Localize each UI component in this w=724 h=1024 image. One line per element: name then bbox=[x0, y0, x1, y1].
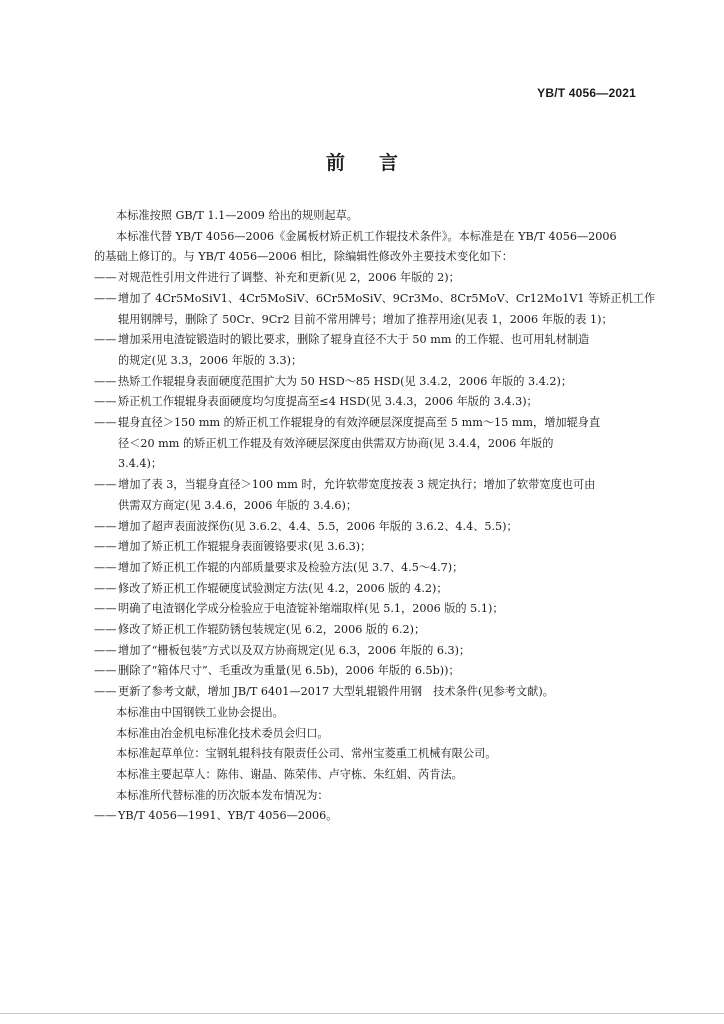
change-item bbox=[94, 517, 654, 538]
change-item bbox=[94, 682, 654, 703]
change-item bbox=[94, 268, 654, 289]
change-item-line: 删除了“箱体尺寸”、毛重改为重量(见 6.5b)，2006 年版的 6.5b))； bbox=[118, 664, 460, 678]
change-item-line: 增加了 4Cr5MoSiV1、4Cr5MoSiV、6Cr5MoSiV、9Cr3Mo、8Cr5MoV、Cr12Mo1V1 等矫正机工作 bbox=[118, 291, 656, 305]
dash-marker: —— bbox=[94, 809, 117, 823]
dash-marker: —— bbox=[94, 395, 117, 409]
dash-marker: —— bbox=[94, 291, 117, 305]
change-item-line: 更新了参考文献，增加 JB/T 6401—2017 大型轧辊锻件用钢 技术条件(见参考文献)。 bbox=[118, 685, 554, 699]
drafting-rule-paragraph: 本标准按照 GB/T 1.1—2009 给出的规则起草。 bbox=[116, 209, 358, 222]
change-item bbox=[94, 599, 654, 620]
change-item-line: 明确了电渣钢化学成分检验应于电渣锭补缩端取样(见 5.1，2006 版的 5.1)； bbox=[118, 602, 504, 616]
dash-marker: —— bbox=[94, 540, 117, 554]
dash-marker: —— bbox=[94, 560, 117, 574]
change-item-line: 增加了“栅板包装”方式以及双方协商规定(见 6.3，2006 年版的 6.3)； bbox=[118, 643, 471, 657]
dash-marker: —— bbox=[94, 581, 117, 595]
dash-marker: —— bbox=[94, 333, 117, 347]
change-item-line: 辊用钢牌号，删除了 50Cr、9Cr2 目前不常用牌号；增加了推荐用途(见表 1，2006 年版的表 1)； bbox=[118, 312, 613, 326]
drafters-paragraph: 本标准主要起草人：陈伟、谢晶、陈荣伟、卢守栋、朱红娟、芮肯法。 bbox=[116, 767, 463, 781]
change-item bbox=[94, 413, 654, 475]
change-item-line: 的规定(见 3.3，2006 年版的 3.3)； bbox=[118, 353, 303, 367]
change-item bbox=[94, 289, 654, 330]
replacement-paragraph-line-1: 本标准代替 YB/T 4056—2006《金属板材矫正机工作辊技术条件》。本标准是在 YB/T 4056—2006 bbox=[116, 229, 617, 243]
change-item-line: 辊身直径＞150 mm 的矫正机工作辊辊身的有效淬硬层深度提高至 5 mm～15 mm，增加辊身直 bbox=[118, 416, 601, 430]
document-body bbox=[94, 206, 654, 827]
technical-changes-list bbox=[94, 268, 654, 703]
change-item bbox=[94, 372, 654, 393]
bottom-rule bbox=[0, 1013, 724, 1014]
proposer-paragraph: 本标准由中国钢铁工业协会提出。 bbox=[116, 705, 284, 719]
change-item-line: 增加了矫正机工作辊辊身表面镀铬要求(见 3.6.3)； bbox=[118, 540, 372, 554]
change-item-line: 增加了矫正机工作辊的内部质量要求及检验方法(见 3.7、4.5～4.7)； bbox=[118, 560, 464, 574]
change-item bbox=[94, 641, 654, 662]
drafting-units-paragraph: 本标准起草单位：宝钢轧辊科技有限责任公司、常州宝菱重工机械有限公司。 bbox=[116, 747, 497, 761]
replacement-paragraph-line-2: 的基础上修订的。与 YB/T 4056—2006 相比，除编辑性修改外主要技术变化如下： bbox=[94, 250, 513, 264]
dash-marker: —— bbox=[94, 478, 117, 492]
dash-marker: —— bbox=[94, 602, 117, 616]
change-item-line: 增加采用电渣锭锻造时的锻比要求，删除了辊身直径不大于 50 mm 的工作辊、也可用轧材制造 bbox=[118, 333, 590, 347]
dash-marker: —— bbox=[94, 643, 117, 657]
standard-code: YB/T 4056—2021 bbox=[537, 86, 636, 100]
dash-marker: —— bbox=[94, 271, 117, 285]
history-intro-paragraph: 本标准所代替标准的历次版本发布情况为： bbox=[116, 788, 329, 802]
change-item bbox=[94, 558, 654, 579]
dash-marker: —— bbox=[94, 519, 117, 533]
change-item bbox=[94, 579, 654, 600]
change-item-line: 供需双方商定(见 3.4.6，2006 年版的 3.4.6)； bbox=[118, 498, 358, 512]
committee-paragraph: 本标准由冶金机电标准化技术委员会归口。 bbox=[116, 726, 329, 740]
change-item-line: 3.4.4)； bbox=[118, 457, 163, 471]
dash-marker: —— bbox=[94, 664, 117, 678]
change-item-line: 增加了超声表面波探伤(见 3.6.2、4.4、5.5，2006 年版的 3.6.2、4.4、5.5)； bbox=[118, 519, 518, 533]
dash-marker: —— bbox=[94, 623, 117, 637]
change-item bbox=[94, 620, 654, 641]
page-title: 前言 bbox=[325, 152, 432, 174]
change-item-line: 热矫工作辊辊身表面硬度范围扩大为 50 HSD～85 HSD(见 3.4.2，2006 年版的 3.4.2)； bbox=[118, 374, 573, 388]
change-item bbox=[94, 537, 654, 558]
dash-marker: —— bbox=[94, 374, 117, 388]
change-item bbox=[94, 330, 654, 371]
change-item-line: 矫正机工作辊辊身表面硬度均匀度提高至≤4 HSD(见 3.4.3，2006 年版的 3.4.3)； bbox=[118, 395, 538, 409]
history-item-text: YB/T 4056—1991、YB/T 4056—2006。 bbox=[118, 809, 338, 823]
dash-marker: —— bbox=[94, 685, 117, 699]
history-item bbox=[94, 806, 654, 827]
change-item bbox=[94, 661, 654, 682]
change-item bbox=[94, 475, 654, 516]
change-item-line: 对规范性引用文件进行了调整、补充和更新(见 2，2006 年版的 2)； bbox=[118, 271, 460, 285]
change-item-line: 修改了矫正机工作辊防锈包装规定(见 6.2，2006 版的 6.2)； bbox=[118, 623, 426, 637]
dash-marker: —— bbox=[94, 416, 117, 430]
change-item-line: 增加了表 3，当辊身直径＞100 mm 时，允许软带宽度按表 3 规定执行；增加了软带宽度也可由 bbox=[118, 478, 596, 492]
change-item-line: 径＜20 mm 的矫正机工作辊及有效淬硬层深度由供需双方协商(见 3.4.4，2006 年版的 bbox=[118, 436, 554, 450]
change-item bbox=[94, 392, 654, 413]
change-item-line: 修改了矫正机工作辊硬度试验测定方法(见 4.2，2006 版的 4.2)； bbox=[118, 581, 448, 595]
